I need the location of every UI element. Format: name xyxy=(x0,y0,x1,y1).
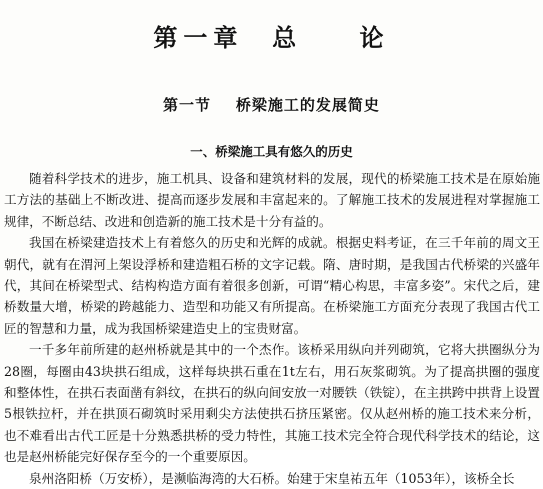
subsection-title: 一、桥梁施工具有悠久的历史 xyxy=(190,144,353,159)
paragraph-intro: 随着科学技术的进步，施工机具、设备和建筑材料的发展，现代的桥梁施工技术是在原始施工方法的基础上不断改进、提高而逐步发展和丰富起来的。了解施工技术的发展进程对掌握施工规律，不断总结、改进和创造新的施工技术是十分有益的。 xyxy=(4,171,540,229)
paragraph-zhaozhou-bridge: 一千多年前所建的赵州桥就是其中的一个杰作。该桥采用纵向并列砌筑，它将大拱圈纵分为28圈，每圈由43块拱石组成，这样每块拱石重在1t左右，用石灰浆砌筑。为了提高拱圈的强度和整体性，在拱石表面凿有斜纹，在拱石的纵向间安放一对腰铁（铁锭），在主拱跨中拱背上设置5根铁拉杆，并在拱顶石砌筑时采用剩尖方法使拱石挤压紧密。仅从赵州桥的施工技术来分析，也不难看出古代工匠是十分熟悉拱桥的受力特性，其施工技术完全符合现代科学技术的结论，这也是赵州桥能完好保存至今的一个重要原因。 xyxy=(4,342,540,465)
body-text xyxy=(4,168,540,489)
paragraph-luoyang-bridge: 泉州洛阳桥（万安桥），是濒临海湾的大石桥。始建于宋皇祐五年（1053年），该桥全长 xyxy=(29,470,515,486)
chapter-title: 第一章 总 论 xyxy=(153,24,390,52)
section-title: 第一节 桥梁施工的发展简史 xyxy=(163,96,380,114)
paragraph-history: 我国在桥梁建造技术上有着悠久的历史和光辉的成就。根据史料考证，在三千年前的周文王朝代，就有在渭河上架设浮桥和建造粗石桥的文字记载。隋、唐时期，是我国古代桥梁的兴盛年代，其间在桥梁型式、结构构造方面有着很多创新，可谓“精心构思，丰富多姿”。宋代之后，建桥数量大增，桥梁的跨越能力、造型和功能又有所提高。在桥梁施工方面充分表现了我国古代工匠的智慧和力量，成为我国桥梁建造史上的宝贵财富。 xyxy=(4,235,540,336)
